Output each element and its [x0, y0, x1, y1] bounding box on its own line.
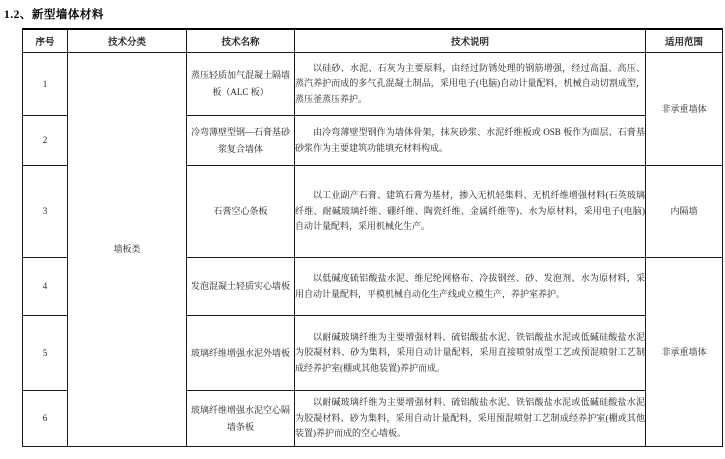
tech-name-cell: 发泡混凝土轻质实心墙板 — [187, 258, 295, 316]
description-paragraph: 由冷弯薄壁型钢作为墙体骨架，抹灰砂浆、水泥纤维板或 OSB 板作为面层、石膏基砂浆作为主要建筑功能填充材料构成。 — [295, 127, 645, 153]
tech-name-cell: 石膏空心条板 — [187, 166, 295, 258]
tech-description-cell — [295, 316, 646, 391]
row-number: 3 — [23, 166, 68, 258]
tech-name-cell: 冷弯薄壁型钢—石膏基砂浆复合墙体 — [187, 116, 295, 166]
description-paragraph: 以耐碱玻璃纤维为主要增强材料、硫铝酸盐水泥、铁铝酸盐水泥或低碱硅酸盐水泥为胶凝材料、砂为集料，采用自动计量配料，采用预混喷射工艺制成经养护室(棚或其他装置)养护而成的空心墙板。 — [295, 397, 645, 439]
table-header-row — [23, 29, 723, 53]
row-number: 6 — [23, 391, 68, 447]
row-number: 2 — [23, 116, 68, 166]
header-cell-category: 技术分类 — [68, 29, 187, 53]
header-cell-name: 技术名称 — [187, 29, 295, 53]
scope-cell: 非承重墙体 — [646, 258, 723, 447]
tech-description-cell — [295, 391, 646, 447]
scope-cell: 非承重墙体 — [646, 53, 723, 166]
tech-name-cell: 玻璃纤维增强水泥外墙板 — [187, 316, 295, 391]
tech-description-cell — [295, 116, 646, 166]
tech-name-cell: 玻璃纤维增强水泥空心隔墙条板 — [187, 391, 295, 447]
row-number: 1 — [23, 53, 68, 116]
header-cell-scope: 适用范围 — [646, 29, 723, 53]
row-number: 5 — [23, 316, 68, 391]
row-number: 4 — [23, 258, 68, 316]
tech-description-cell — [295, 166, 646, 258]
description-paragraph: 以硅砂、水泥、石灰为主要原料，由经过防锈处理的钢筋增强，经过高温、高压、蒸汽养护而成的多气孔混凝土制品，采用电子(电脑)自动计量配料，机械自动切割成型，蒸压釜蒸压养护。 — [295, 62, 645, 104]
materials-table — [22, 28, 723, 447]
header-cell-no: 序号 — [23, 29, 68, 53]
section-title: 1.2、新型墙体材料 — [4, 9, 104, 21]
description-paragraph: 以耐碱玻璃纤维为主要增强材料、硫铝酸盐水泥、铁铝酸盐水泥或低碱硅酸盐水泥为胶凝材料、砂为集料，采用自动计量配料，采用直接喷射成型工艺或预混喷射工艺制成经养护室(棚或其他装置)养护而成。 — [295, 331, 645, 373]
tech-description-cell — [295, 53, 646, 116]
header-cell-description: 技术说明 — [295, 29, 646, 53]
tech-description-cell — [295, 258, 646, 316]
category-cell: 墙板类 — [68, 53, 187, 447]
scope-cell: 内隔墙 — [646, 166, 723, 258]
table-row — [23, 53, 723, 116]
description-paragraph: 以工业副产石膏、建筑石膏为基材，掺入无机轻集料、无机纤维增强材料(石英玻璃纤维、耐碱玻璃纤维、硼纤维、陶瓷纤维、金属纤维等)、水为原材料，采用电子(电脑)自动计量配料，采用机械化生产。 — [295, 190, 645, 232]
description-paragraph: 以低碱度硫铝酸盐水泥、维尼纶网格布、冷拔钢丝、砂、发泡剂、水为原材料，采用自动计量配料，平模机械自动化生产线或立模生产，养护室养护。 — [295, 273, 645, 299]
tech-name-cell: 蒸压轻质加气混凝土隔墙板（ALC 板） — [187, 53, 295, 116]
